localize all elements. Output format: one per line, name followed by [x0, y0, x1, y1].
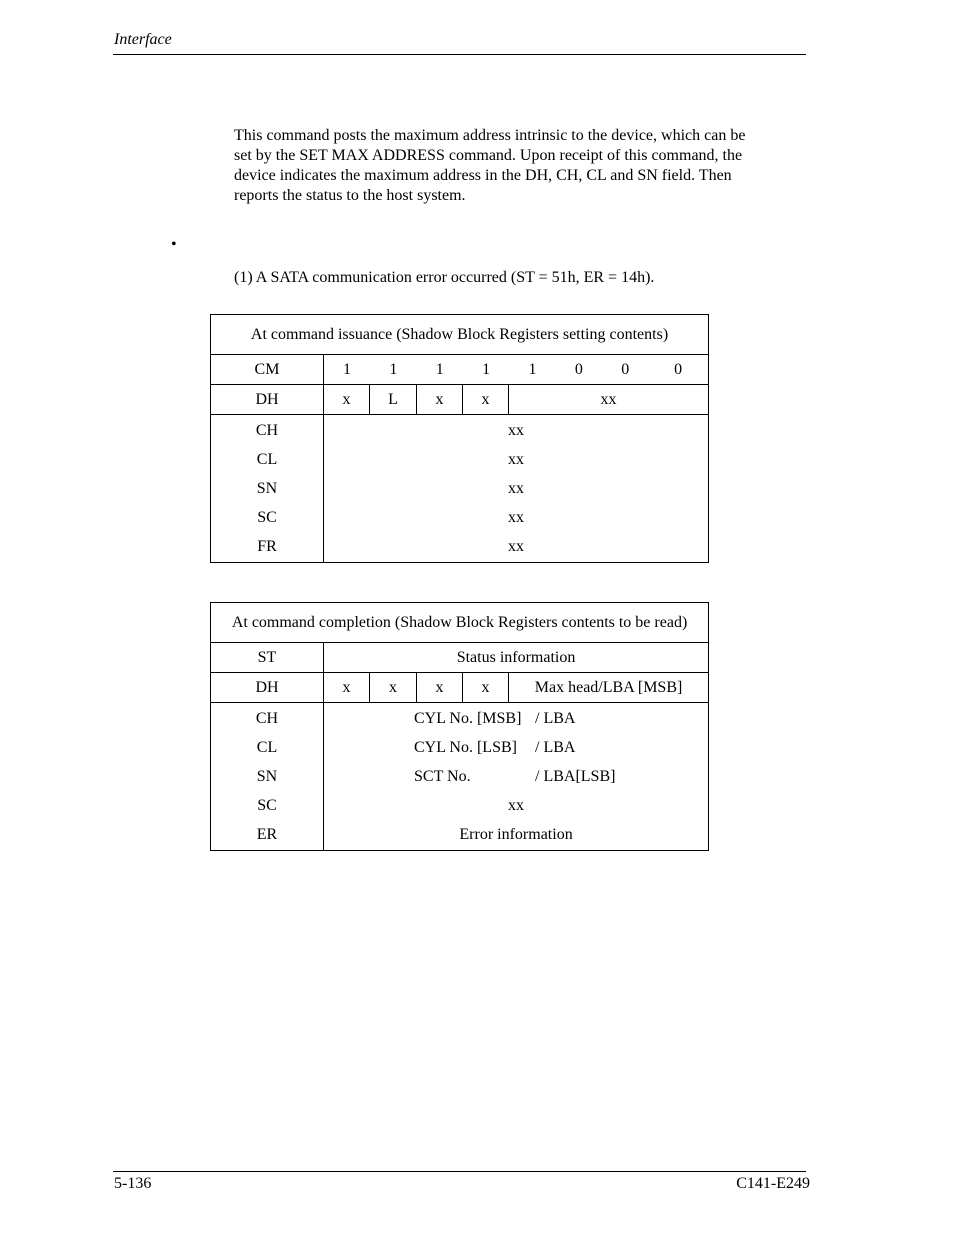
register-value-row [324, 704, 708, 733]
register-label: SC [257, 509, 277, 526]
bit-value: x [417, 385, 463, 415]
bit-value: 1 [482, 360, 491, 378]
register-value-primary: Error information [459, 826, 573, 843]
dh-rest-value: xx [509, 385, 709, 415]
running-header: Interface [114, 31, 172, 48]
error-case-item: (1) A SATA communication error occurred (ST = 51h, ER = 14h). [234, 269, 655, 286]
register-value: xx [508, 480, 525, 497]
register-value-row [324, 791, 708, 820]
status-value: Status information [324, 643, 709, 673]
register-label: SC [257, 797, 277, 814]
cm-bits [324, 355, 709, 385]
bit-value: 1 [342, 360, 351, 378]
bit-value: 0 [621, 360, 630, 378]
completion-register-table [210, 602, 709, 851]
register-value-secondary: / LBA [535, 710, 576, 727]
register-label: FR [257, 538, 277, 555]
register-label: DH [211, 673, 324, 703]
bit-value: 1 [528, 360, 537, 378]
header-rule [113, 54, 806, 55]
register-value-secondary: / LBA [535, 739, 576, 756]
register-value-row [324, 733, 708, 762]
register-label: CL [256, 739, 278, 756]
table-title: At command issuance (Shadow Block Registers setting contents) [211, 315, 709, 355]
bit-value: x [417, 673, 463, 703]
register-values [324, 703, 709, 851]
bit-value: x [463, 673, 509, 703]
register-value: xx [508, 422, 525, 439]
document-id: C141-E249 [736, 1175, 810, 1192]
intro-line: set by the SET MAX ADDRESS command. Upon receipt of this command, the [234, 147, 743, 164]
intro-line: reports the status to the host system. [234, 187, 466, 204]
register-value-primary: CYL No. [LSB] [414, 739, 517, 756]
register-label: CH [255, 710, 279, 727]
register-value-primary: SCT No. [414, 768, 471, 785]
register-values [324, 415, 709, 563]
bit-value: L [370, 385, 417, 415]
bullet-point: • [171, 236, 177, 253]
register-label: ST [211, 643, 324, 673]
bit-value: x [324, 385, 370, 415]
register-value-row [324, 762, 708, 791]
bit-value: x [324, 673, 370, 703]
issuance-register-table [210, 314, 709, 563]
bit-value: 0 [574, 360, 583, 378]
footer-rule [113, 1171, 806, 1172]
bit-value: 0 [674, 360, 683, 378]
register-value: xx [508, 509, 525, 526]
intro-line: device indicates the maximum address in the DH, CH, CL and SN field. Then [234, 167, 732, 184]
register-label: CL [256, 451, 278, 468]
register-label: DH [211, 385, 324, 415]
register-label: CH [255, 422, 279, 439]
register-value-secondary: / LBA[LSB] [535, 768, 616, 785]
register-value-row [324, 820, 708, 850]
table-title: At command completion (Shadow Block Registers contents to be read) [211, 603, 709, 643]
register-label: ER [256, 826, 278, 843]
register-label: SN [256, 768, 278, 785]
register-labels [211, 415, 324, 563]
bit-value: 1 [435, 360, 444, 378]
register-value: xx [508, 451, 525, 468]
register-value: xx [508, 538, 525, 555]
dh-rest-value: Max head/LBA [MSB] [509, 673, 709, 703]
page-number: 5-136 [114, 1175, 152, 1192]
bit-value: x [370, 673, 417, 703]
register-label: CM [211, 355, 324, 385]
register-labels [211, 703, 324, 851]
register-value-primary: xx [508, 797, 525, 814]
intro-paragraph [234, 126, 794, 206]
register-label: SN [256, 480, 278, 497]
register-value-primary: CYL No. [MSB] [414, 710, 522, 727]
intro-line: This command posts the maximum address intrinsic to the device, which can be [234, 127, 746, 144]
bit-value: 1 [389, 360, 398, 378]
bit-value: x [463, 385, 509, 415]
